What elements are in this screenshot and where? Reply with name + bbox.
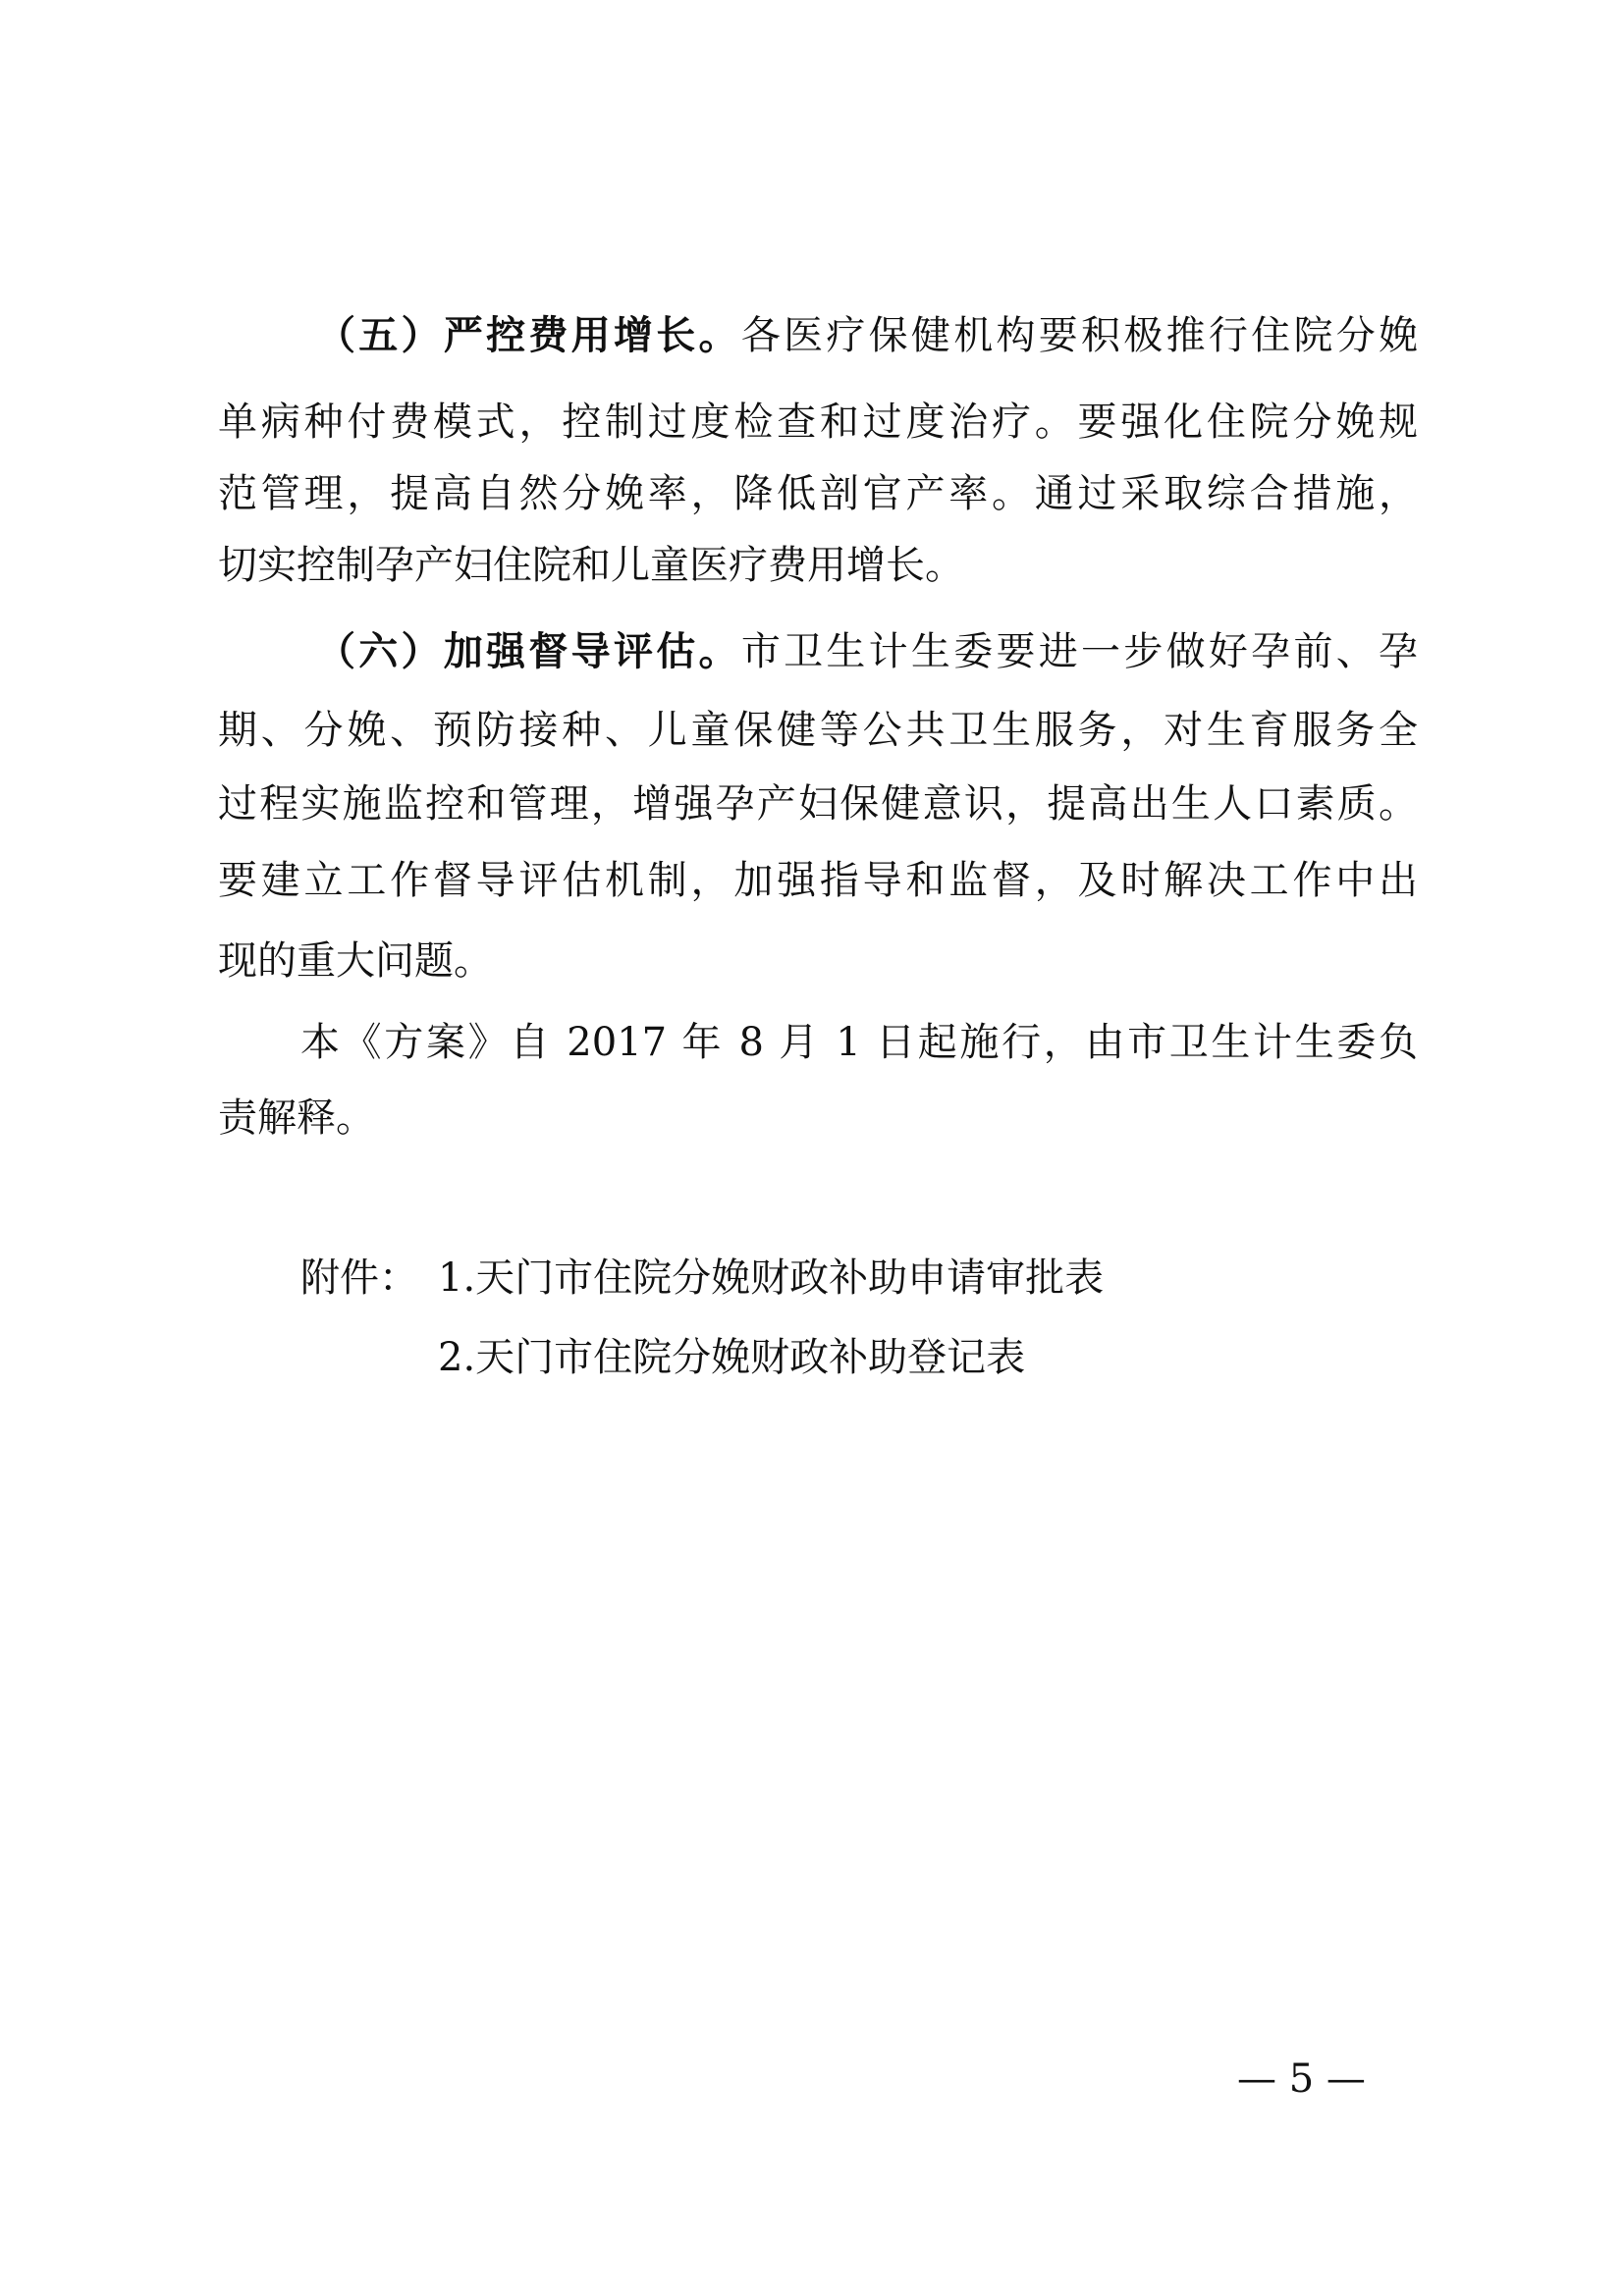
paragraph-6-line-1 (316, 628, 1418, 675)
paragraph-5-text: 各医疗保健机构要积极推行住院分娩 (740, 313, 1419, 358)
attachments-label: 附件： (300, 1255, 418, 1301)
attachment-item-1: 1.天门市住院分娩财政补助申请审批表 (438, 1255, 1105, 1301)
paragraph-6-line-5: 现的重大问题。 (218, 938, 493, 984)
paragraph-5-line-2: 单病种付费模式，控制过度检查和过度治疗。要强化住院分娩规 (218, 400, 1418, 445)
paragraph-7-line-1: 本《方案》自 2017 年 8 月 1 日起施行，由市卫生计生委负 (300, 1020, 1418, 1065)
paragraph-5-line-1 (316, 312, 1418, 359)
paragraph-6-line-4: 要建立工作督导评估机制，加强指导和监督，及时解决工作中出 (218, 858, 1418, 903)
paragraph-7-line-2: 责解释。 (218, 1095, 375, 1141)
page-number: — 5 — (1237, 2056, 1366, 2102)
paragraph-5-line-3: 范管理，提高自然分娩率，降低剖官产率。通过采取综合措施， (218, 471, 1418, 516)
paragraph-6-heading: （六）加强督导评估。 (316, 628, 741, 674)
paragraph-5-line-4: 切实控制孕产妇住院和儿童医疗费用增长。 (218, 543, 964, 588)
paragraph-5-heading: （五）严控费用增长。 (316, 312, 741, 358)
attachment-item-2: 2.天门市住院分娩财政补助登记表 (438, 1335, 1026, 1380)
paragraph-6-text: 市卫生计生委要进一步做好孕前、孕 (740, 629, 1419, 674)
paragraph-6-line-2: 期、分娩、预防接种、儿童保健等公共卫生服务，对生育服务全 (218, 708, 1418, 753)
paragraph-6-line-3: 过程实施监控和管理，增强孕产妇保健意识，提高出生人口素质。 (218, 781, 1418, 827)
